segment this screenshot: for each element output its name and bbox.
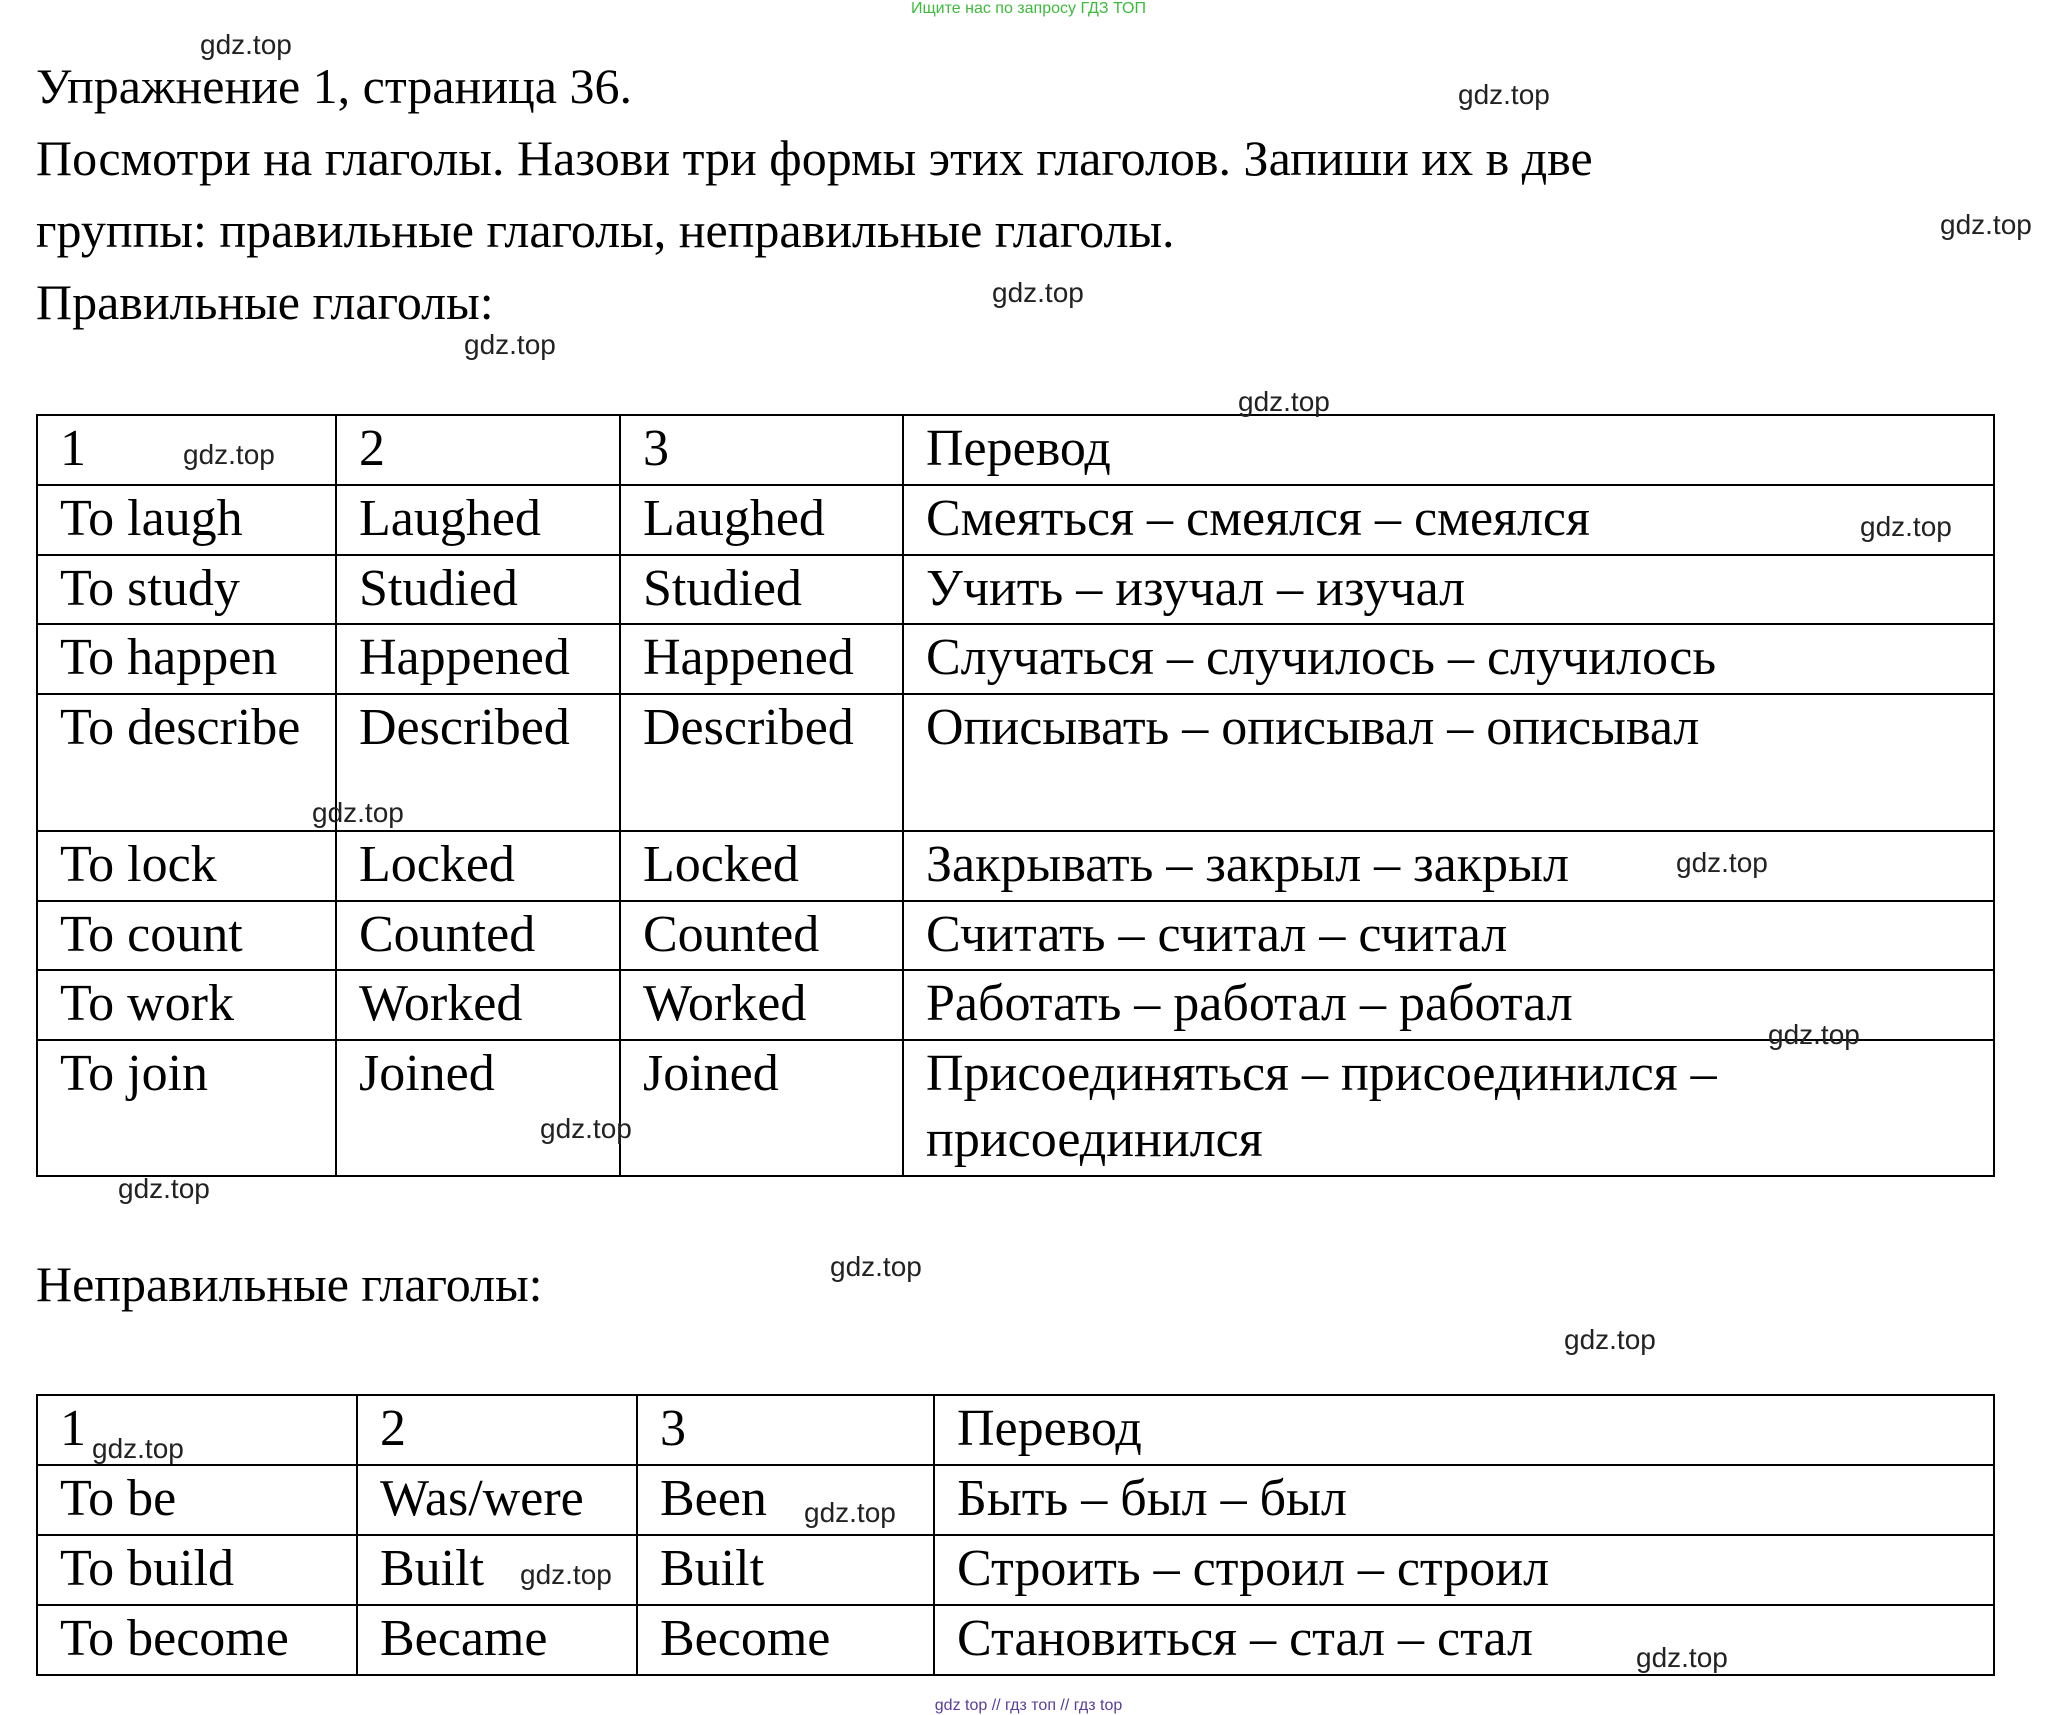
table-row bbox=[37, 1535, 1994, 1605]
table-cell: To join bbox=[37, 1040, 336, 1176]
table-cell: Laughed bbox=[620, 485, 903, 555]
header-cell: Перевод bbox=[903, 415, 1994, 485]
watermark: gdz.top bbox=[1458, 79, 1550, 110]
table-cell: Described bbox=[620, 694, 903, 831]
table-cell: Counted bbox=[620, 901, 903, 970]
table-cell: To work bbox=[37, 970, 336, 1040]
watermark: gdz.top bbox=[992, 277, 1084, 308]
exercise-title: Упражнение 1, страница 36. bbox=[36, 58, 632, 114]
table-cell: Locked bbox=[336, 831, 620, 901]
table-row bbox=[37, 1040, 1994, 1176]
header-cell: 3 bbox=[620, 415, 903, 485]
header-cell: 3 bbox=[637, 1395, 934, 1465]
watermark: gdz.top bbox=[312, 797, 404, 828]
table-row bbox=[37, 1465, 1994, 1535]
table-cell: Joined bbox=[620, 1040, 903, 1176]
task-text-line-1: Посмотри на глаголы. Назови три формы этих глаголов. Запиши их в две bbox=[36, 130, 1593, 186]
table-cell: Described bbox=[336, 694, 620, 831]
watermark: gdz.top bbox=[118, 1173, 210, 1204]
table-cell: Became bbox=[357, 1605, 637, 1675]
watermark: gdz.top bbox=[520, 1559, 612, 1590]
table-cell: Случаться – случилось – случилось bbox=[903, 624, 1994, 694]
top-banner: Ищите нас по запросу ГДЗ ТОП bbox=[911, 0, 1146, 17]
table-cell: Built bbox=[637, 1535, 934, 1605]
table-cell: Присоединяться – присоединился – присоединился bbox=[903, 1040, 1994, 1176]
table-cell: Описывать – описывал – описывал bbox=[903, 694, 1994, 831]
watermark: gdz.top bbox=[464, 329, 556, 360]
table-cell: To happen bbox=[37, 624, 336, 694]
header-cell: 2 bbox=[336, 415, 620, 485]
table-cell: Studied bbox=[336, 555, 620, 624]
watermark: gdz.top bbox=[1860, 511, 1952, 542]
table-cell: To count bbox=[37, 901, 336, 970]
regular-verbs-table bbox=[36, 414, 1995, 1177]
header-cell: Перевод bbox=[934, 1395, 1994, 1465]
table-cell: Locked bbox=[620, 831, 903, 901]
table-cell: To study bbox=[37, 555, 336, 624]
watermark: gdz.top bbox=[1940, 209, 2032, 240]
table-cell: Was/were bbox=[357, 1465, 637, 1535]
table-row bbox=[37, 485, 1994, 555]
irregular-verbs-table bbox=[36, 1394, 1995, 1676]
table-row bbox=[37, 970, 1994, 1040]
table-cell: Смеяться – смеялся – смеялся bbox=[903, 485, 1994, 555]
table-cell: Happened bbox=[620, 624, 903, 694]
table-cell: Учить – изучал – изучал bbox=[903, 555, 1994, 624]
watermark: gdz.top bbox=[1676, 847, 1768, 878]
table-cell: Happened bbox=[336, 624, 620, 694]
watermark: gdz.top bbox=[200, 29, 292, 60]
table-cell: Built bbox=[357, 1535, 637, 1605]
watermark: gdz.top bbox=[92, 1433, 184, 1464]
watermark: gdz.top bbox=[183, 439, 275, 470]
table-row bbox=[37, 901, 1994, 970]
table-row bbox=[37, 555, 1994, 624]
header-cell: 1 bbox=[37, 1395, 357, 1465]
table-cell: To build bbox=[37, 1535, 357, 1605]
table-cell: To describe bbox=[37, 694, 336, 831]
watermark: gdz.top bbox=[1768, 1019, 1860, 1050]
watermark: gdz.top bbox=[804, 1497, 896, 1528]
task-text-line-2: группы: правильные глаголы, неправильные глаголы. bbox=[36, 202, 1175, 258]
table-header-row bbox=[37, 415, 1994, 485]
table-header-row bbox=[37, 1395, 1994, 1465]
table-cell: Become bbox=[637, 1605, 934, 1675]
table-cell: Быть – был – был bbox=[934, 1465, 1994, 1535]
watermark: gdz.top bbox=[1238, 386, 1330, 417]
regular-verbs-label: Правильные глаголы: bbox=[36, 274, 494, 330]
watermark: gdz.top bbox=[540, 1113, 632, 1144]
table-cell: Studied bbox=[620, 555, 903, 624]
header-cell: 1 bbox=[37, 415, 336, 485]
table-cell: Joined bbox=[336, 1040, 620, 1176]
table-cell: To laugh bbox=[37, 485, 336, 555]
watermark: gdz.top bbox=[1636, 1642, 1728, 1673]
table-cell: Worked bbox=[620, 970, 903, 1040]
table-cell: To lock bbox=[37, 831, 336, 901]
table-cell: Worked bbox=[336, 970, 620, 1040]
table-cell: Становиться – стал – стал bbox=[934, 1605, 1994, 1675]
table-cell: Been bbox=[637, 1465, 934, 1535]
table-cell: Laughed bbox=[336, 485, 620, 555]
table-cell: Работать – работал – работал bbox=[903, 970, 1994, 1040]
table-cell: Строить – строил – строил bbox=[934, 1535, 1994, 1605]
table-cell: Считать – считал – считал bbox=[903, 901, 1994, 970]
table-cell: Закрывать – закрыл – закрыл bbox=[903, 831, 1994, 901]
watermark: gdz.top bbox=[1564, 1324, 1656, 1355]
table-cell: To become bbox=[37, 1605, 357, 1675]
footer-credits: gdz top // гдз топ // гдз top bbox=[934, 1697, 1123, 1714]
table-cell: Counted bbox=[336, 901, 620, 970]
watermark: gdz.top bbox=[830, 1251, 922, 1282]
irregular-verbs-label: Неправильные глаголы: bbox=[36, 1256, 543, 1312]
table-cell: To be bbox=[37, 1465, 357, 1535]
table-row bbox=[37, 624, 1994, 694]
header-cell: 2 bbox=[357, 1395, 637, 1465]
